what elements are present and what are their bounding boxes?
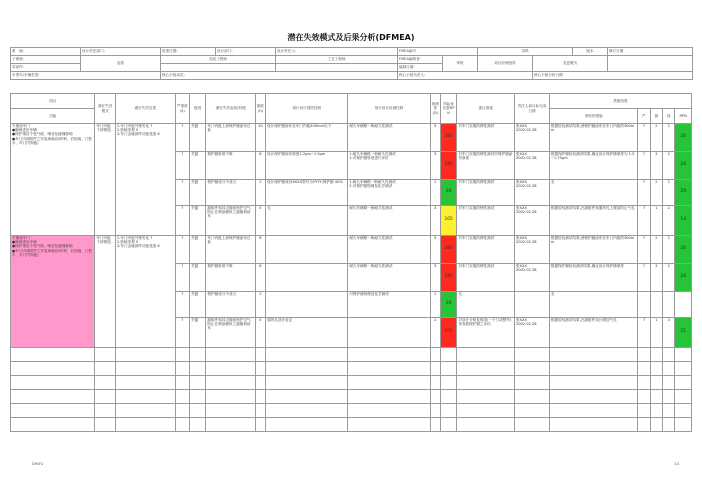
cell-prevention <box>266 236 348 264</box>
cell-rpn: 350 <box>440 124 456 152</box>
cell-s2: 7 <box>638 318 650 348</box>
cell-rpn: 280 <box>440 264 456 292</box>
cell-detection-ctrl <box>348 318 430 348</box>
cell-rpn: 105 <box>440 206 456 236</box>
subsystem-label: 子系统: <box>11 56 81 64</box>
cell-detection: 5 <box>430 152 440 180</box>
cell-o2: 1 <box>650 206 662 236</box>
cell-prevention: 无 <box>266 206 348 236</box>
cell-occurrence: 10 <box>255 124 265 152</box>
fmea-prep-label: FMEA编制者: <box>398 56 443 64</box>
revision-label: 修订日期 <box>608 48 693 56</box>
footer-page-number: 1/1 <box>674 462 680 466</box>
cell-action: 对车门实施防锈性测试 <box>457 264 515 292</box>
cell-d2: 2 <box>663 264 675 292</box>
cell-occurrence: 8 <box>255 236 265 264</box>
cell-detection-ctrl: 耐久车辆路一般耐久性测试 <box>348 236 430 264</box>
col-class: 级别 <box>189 94 205 124</box>
cell-action-taken: 无 <box>549 292 637 318</box>
cell-s2: 7 <box>638 180 650 206</box>
cell-class: 关键 <box>189 292 205 318</box>
cell-severity: 7 <box>175 318 189 348</box>
design-date-label: 设计部门: <box>216 48 276 56</box>
empty-row <box>11 376 692 390</box>
core-team-label: 核心小组成员: <box>161 72 398 80</box>
col-results: 措施结果 <box>549 94 691 109</box>
cell-cause: 保护蜡成分不适当 <box>206 180 255 206</box>
cell-action-taken: 根据检验测试结果,使保护蜡涂布在车门内板的300mm <box>549 236 637 264</box>
col-resp: 责任人和目标完成日期 <box>514 94 549 124</box>
cell-resp: 张XXX 2002.02.28 <box>514 180 549 206</box>
cell-prevention <box>266 292 348 318</box>
cell-cause: 漏板件和其边缘和保护空气,防止在喷涂蜡时之漏蜡和涂布 <box>206 318 255 348</box>
cell-o2: 2 <box>650 152 662 180</box>
cell-o2: 2 <box>650 236 662 264</box>
version-label: 版本 <box>573 48 608 56</box>
footer-doc-code: DM/F2 <box>32 462 44 466</box>
cell-prevention: 设计保护蜡成份XXXX型号为YYYY;保护蜡 40% <box>266 180 348 206</box>
cell-resp: 张XXX 2002.02.28 <box>514 152 549 180</box>
cell-failure-mode: 车门内板下部锈蚀 <box>95 236 116 348</box>
cell-prevention <box>266 264 348 292</box>
cell-class: 关键 <box>189 236 205 264</box>
cell-occurrence: 2 <box>255 292 265 318</box>
cell-action-taken: 根据检验测试结果,使保护蜡涂布在车门内板的300mm <box>549 124 637 152</box>
cell-resp: 张XXX 2002.02.28 <box>514 318 549 348</box>
change-record: 变更履历 <box>533 56 608 72</box>
cell-prevention: 设计保护蜡涂布在车门内板300mm以下 <box>266 124 348 152</box>
cell-rpn2: 28 <box>675 264 692 292</box>
cell-detection: 5 <box>430 264 440 292</box>
cell-severity: 7 <box>175 206 189 236</box>
cell-d2: 2 <box>663 236 675 264</box>
cell-action: 对车门实施防锈性测试 <box>457 180 515 206</box>
cell-occurrence: 8 <box>255 152 265 180</box>
cell-class: 关键 <box>189 206 205 236</box>
cell-s2: 7 <box>638 152 650 180</box>
col-detection: 探测度(D) <box>430 94 440 124</box>
core-team-leader-label: 核心小组负责人: <box>398 72 533 80</box>
col-effects: 潜在失效后果 <box>115 94 175 124</box>
cell-resp: 张XXX 2002.02.28 <box>514 206 549 236</box>
cell-detection-ctrl: 1.耐久车辆路一般耐久性测试 2.对保护蜡厚度进行评价 <box>348 152 430 180</box>
col-d: 探 <box>663 109 675 124</box>
design-resp-label: 设计责任人: <box>276 48 398 56</box>
cell-occurrence: 8 <box>255 264 265 292</box>
fmea-table <box>10 93 692 432</box>
cell-d2: 2 <box>663 180 675 206</box>
cell-o2 <box>650 292 662 318</box>
cell-action-taken: 根据保护蜡检验测试结果,确定设计保护蜡厚度 <box>549 264 637 292</box>
cell-resp: 张XXX 2002.02.28 <box>514 124 549 152</box>
cell-item: 方便座车门 ●确保进出车辆 ●保护乘员不受气候、噪音及碰撞影响 ●车门内部附件之安装承载(如车锁、后视镜、门把手、车门内饰板) <box>11 124 95 236</box>
coordinator: 品管 <box>81 56 161 72</box>
quality-eng: 品质工程师 <box>161 56 276 64</box>
cell-severity: 7 <box>175 292 189 318</box>
cell-class: 关键 <box>189 180 205 206</box>
cell-class: 关键 <box>189 318 205 348</box>
cell-detection: 3 <box>430 206 440 236</box>
col-function: 功能 <box>11 109 95 124</box>
cell-occurrence: 5 <box>255 318 265 348</box>
cell-class: 关键 <box>189 264 205 292</box>
col-occurrence: 频度(O) <box>255 94 265 124</box>
cell-d2: 3 <box>663 318 675 348</box>
col-item: 项目 <box>11 94 95 109</box>
cell-rpn: 28 <box>440 180 456 206</box>
cell-rpn2: 21 <box>675 318 692 348</box>
cell-action-taken: 根据检验测试结果,在漏板件设计增加气孔 <box>549 318 637 348</box>
cell-item: 方便座车门 ●确保进出车辆 ●保护乘员不受气候、噪音及碰撞影响 ●车门内部附件之安装承载(如车锁、后视镜、门把手、车门内饰板) <box>11 236 95 348</box>
cell-detection-ctrl: 耐久车辆路一般耐久性测试 <box>348 124 430 152</box>
cell-rpn: 280 <box>440 236 456 264</box>
cell-cause: 保护蜡厚度不够 <box>206 264 255 292</box>
cell-detection-ctrl: 耐久车辆路一般耐久性测试 <box>348 206 430 236</box>
cell-s2: 7 <box>638 236 650 264</box>
cell-s2 <box>638 292 650 318</box>
cell-action-taken: 根据保护蜡检验测试结果,确定设计保护蜡厚度为 1.5~1.75μm <box>549 152 637 180</box>
cell-o2: 2 <box>650 180 662 206</box>
date-label: 批准日期: <box>161 48 216 56</box>
responsible-dept-label: 设计责任部门: <box>81 48 161 56</box>
cell-action-taken: 根据检验测试结果,在漏板件和通风孔上增加防止气孔 <box>549 206 637 236</box>
cell-occurrence: 5 <box>255 206 265 236</box>
cell-rpn2: 28 <box>675 152 692 180</box>
empty-row <box>11 362 692 376</box>
cell-cause: 保护蜡成分不适当 <box>206 292 255 318</box>
cell-detection: 2 <box>430 180 440 206</box>
cell-d2: 2 <box>663 206 675 236</box>
cell-class: 关键 <box>189 152 205 180</box>
cell-resp <box>514 292 549 318</box>
cell-action: 对设计分析及规范(一个门或整车)来查看保护蜡之评估 <box>457 318 515 348</box>
cell-severity: 7 <box>175 236 189 264</box>
cell-resp: 张XXX 2002.02.28 <box>514 236 549 264</box>
cell-rpn2 <box>675 292 692 318</box>
col-cause: 潜在失效起因/机理 <box>206 94 255 124</box>
empty-row <box>11 404 692 418</box>
cell-o2: 2 <box>650 124 662 152</box>
cell-action-taken: 无 <box>549 180 637 206</box>
cell-cause: 漏板件和其边缘和保护空气,防止在喷涂蜡时之漏蜡和涂布 <box>206 206 255 236</box>
cell-s2: 7 <box>638 206 650 236</box>
cell-rpn2: 14 <box>675 206 692 236</box>
empty-row <box>11 390 692 404</box>
cell-detection-ctrl: 1.耐久车辆路一般耐久性测试 2.对保护蜡物理及化学测试 <box>348 180 430 206</box>
cell-s2: 7 <box>638 124 650 152</box>
cell-cause: 车门内板上部保护蜡涂布过低 <box>206 124 255 152</box>
cell-action: 无 <box>457 292 515 318</box>
cell-rpn: 105 <box>440 318 456 348</box>
cell-action: 对车门实施防锈性测试对保护蜡涂布厚度 <box>457 152 515 180</box>
fmea-no-label: FMEA编号 <box>398 48 478 56</box>
col-failure-mode: 潜在失效模式 <box>95 94 116 124</box>
cell-rpn2: 28 <box>675 236 692 264</box>
cell-class: 关键 <box>189 124 205 152</box>
col-action: 建议措施 <box>457 94 515 124</box>
review: 审核 <box>443 56 478 72</box>
cell-detection-ctrl: 耐久车辆路一般耐久性测试 <box>348 264 430 292</box>
header-table <box>10 47 693 80</box>
cell-severity: 7 <box>175 152 189 180</box>
cell-detection: 2 <box>430 318 440 348</box>
cell-o2: 1 <box>650 318 662 348</box>
col-s: 严 <box>638 109 650 124</box>
cell-action: 对车门实施防锈性测试 <box>457 206 515 236</box>
cell-severity: 7 <box>175 124 189 152</box>
cell-o2: 2 <box>650 264 662 292</box>
system-label: 系 统: <box>11 48 81 56</box>
cell-severity: 7 <box>175 264 189 292</box>
cell-detection: 5 <box>430 124 440 152</box>
col-rpn: 风险优先数RPN <box>440 94 456 124</box>
project-label: 项目经理批准 <box>478 56 533 72</box>
fmea-row <box>11 124 692 152</box>
cell-prevention: 通风孔设计设定 <box>266 318 348 348</box>
page-title: 潜在失效模式及后果分析(DFMEA) <box>287 33 415 42</box>
cell-severity: 7 <box>175 180 189 206</box>
compile-date-label: 编制日期: <box>398 64 443 72</box>
fmea-row <box>11 236 692 264</box>
col-severity: 严重度(S) <box>175 94 189 124</box>
empty-row <box>11 348 692 362</box>
process-eng: 工艺工程师 <box>276 56 398 64</box>
cell-cause: 车门内板上部保护蜡涂布过低 <box>206 236 255 264</box>
cell-rpn: 280 <box>440 152 456 180</box>
page-label: 页码 <box>478 48 573 56</box>
cell-rpn: 28 <box>440 292 456 318</box>
cell-action: 对车门实施防锈性测试 <box>457 236 515 264</box>
cell-effects: 1.车门内板外观劣化 7 2.影响美观 5 3.车门金属部件功能受损 6 <box>115 236 175 348</box>
cell-resp: 张XXX 2002.02.28 <box>514 264 549 292</box>
cell-action: 对车门实施防锈性测试 <box>457 124 515 152</box>
cell-failure-mode: 车门内板下部锈蚀 <box>95 124 116 236</box>
cell-rpn2: 28 <box>675 180 692 206</box>
col-rpn2: RPN <box>675 109 692 124</box>
cell-effects: 1.车门内板外观劣化 7 2.影响美观 5 3.车门金属部件功能受损 6 <box>115 124 175 236</box>
cell-d2: 2 <box>663 152 675 180</box>
col-detection-ctrl: 现行设计检测控制 <box>348 94 430 124</box>
cell-detection: 2 <box>430 292 440 318</box>
cell-prevention: 设计保护蜡涂布厚度1.2μm~1.5μm <box>266 152 348 180</box>
col-action-taken: 采取的措施 <box>549 109 637 124</box>
cell-detection-ctrl: 对保护蜡物理及化学测试 <box>348 292 430 318</box>
col-prevention: 现行设计预防控制 <box>266 94 348 124</box>
cell-detection: 5 <box>430 236 440 264</box>
cell-cause: 保护蜡厚度不够 <box>206 152 255 180</box>
cell-d2 <box>663 292 675 318</box>
parts-label: 零部件: <box>11 64 81 72</box>
col-o: 频 <box>650 109 662 124</box>
cell-rpn2: 28 <box>675 124 692 152</box>
core-date-label: 核心小组分析日期 <box>533 72 693 80</box>
cell-d2: 2 <box>663 124 675 152</box>
cell-s2: 7 <box>638 264 650 292</box>
vehicle-label: 车型年/车辆类型: <box>11 72 161 80</box>
cell-occurrence: 2 <box>255 180 265 206</box>
empty-row <box>11 418 692 432</box>
